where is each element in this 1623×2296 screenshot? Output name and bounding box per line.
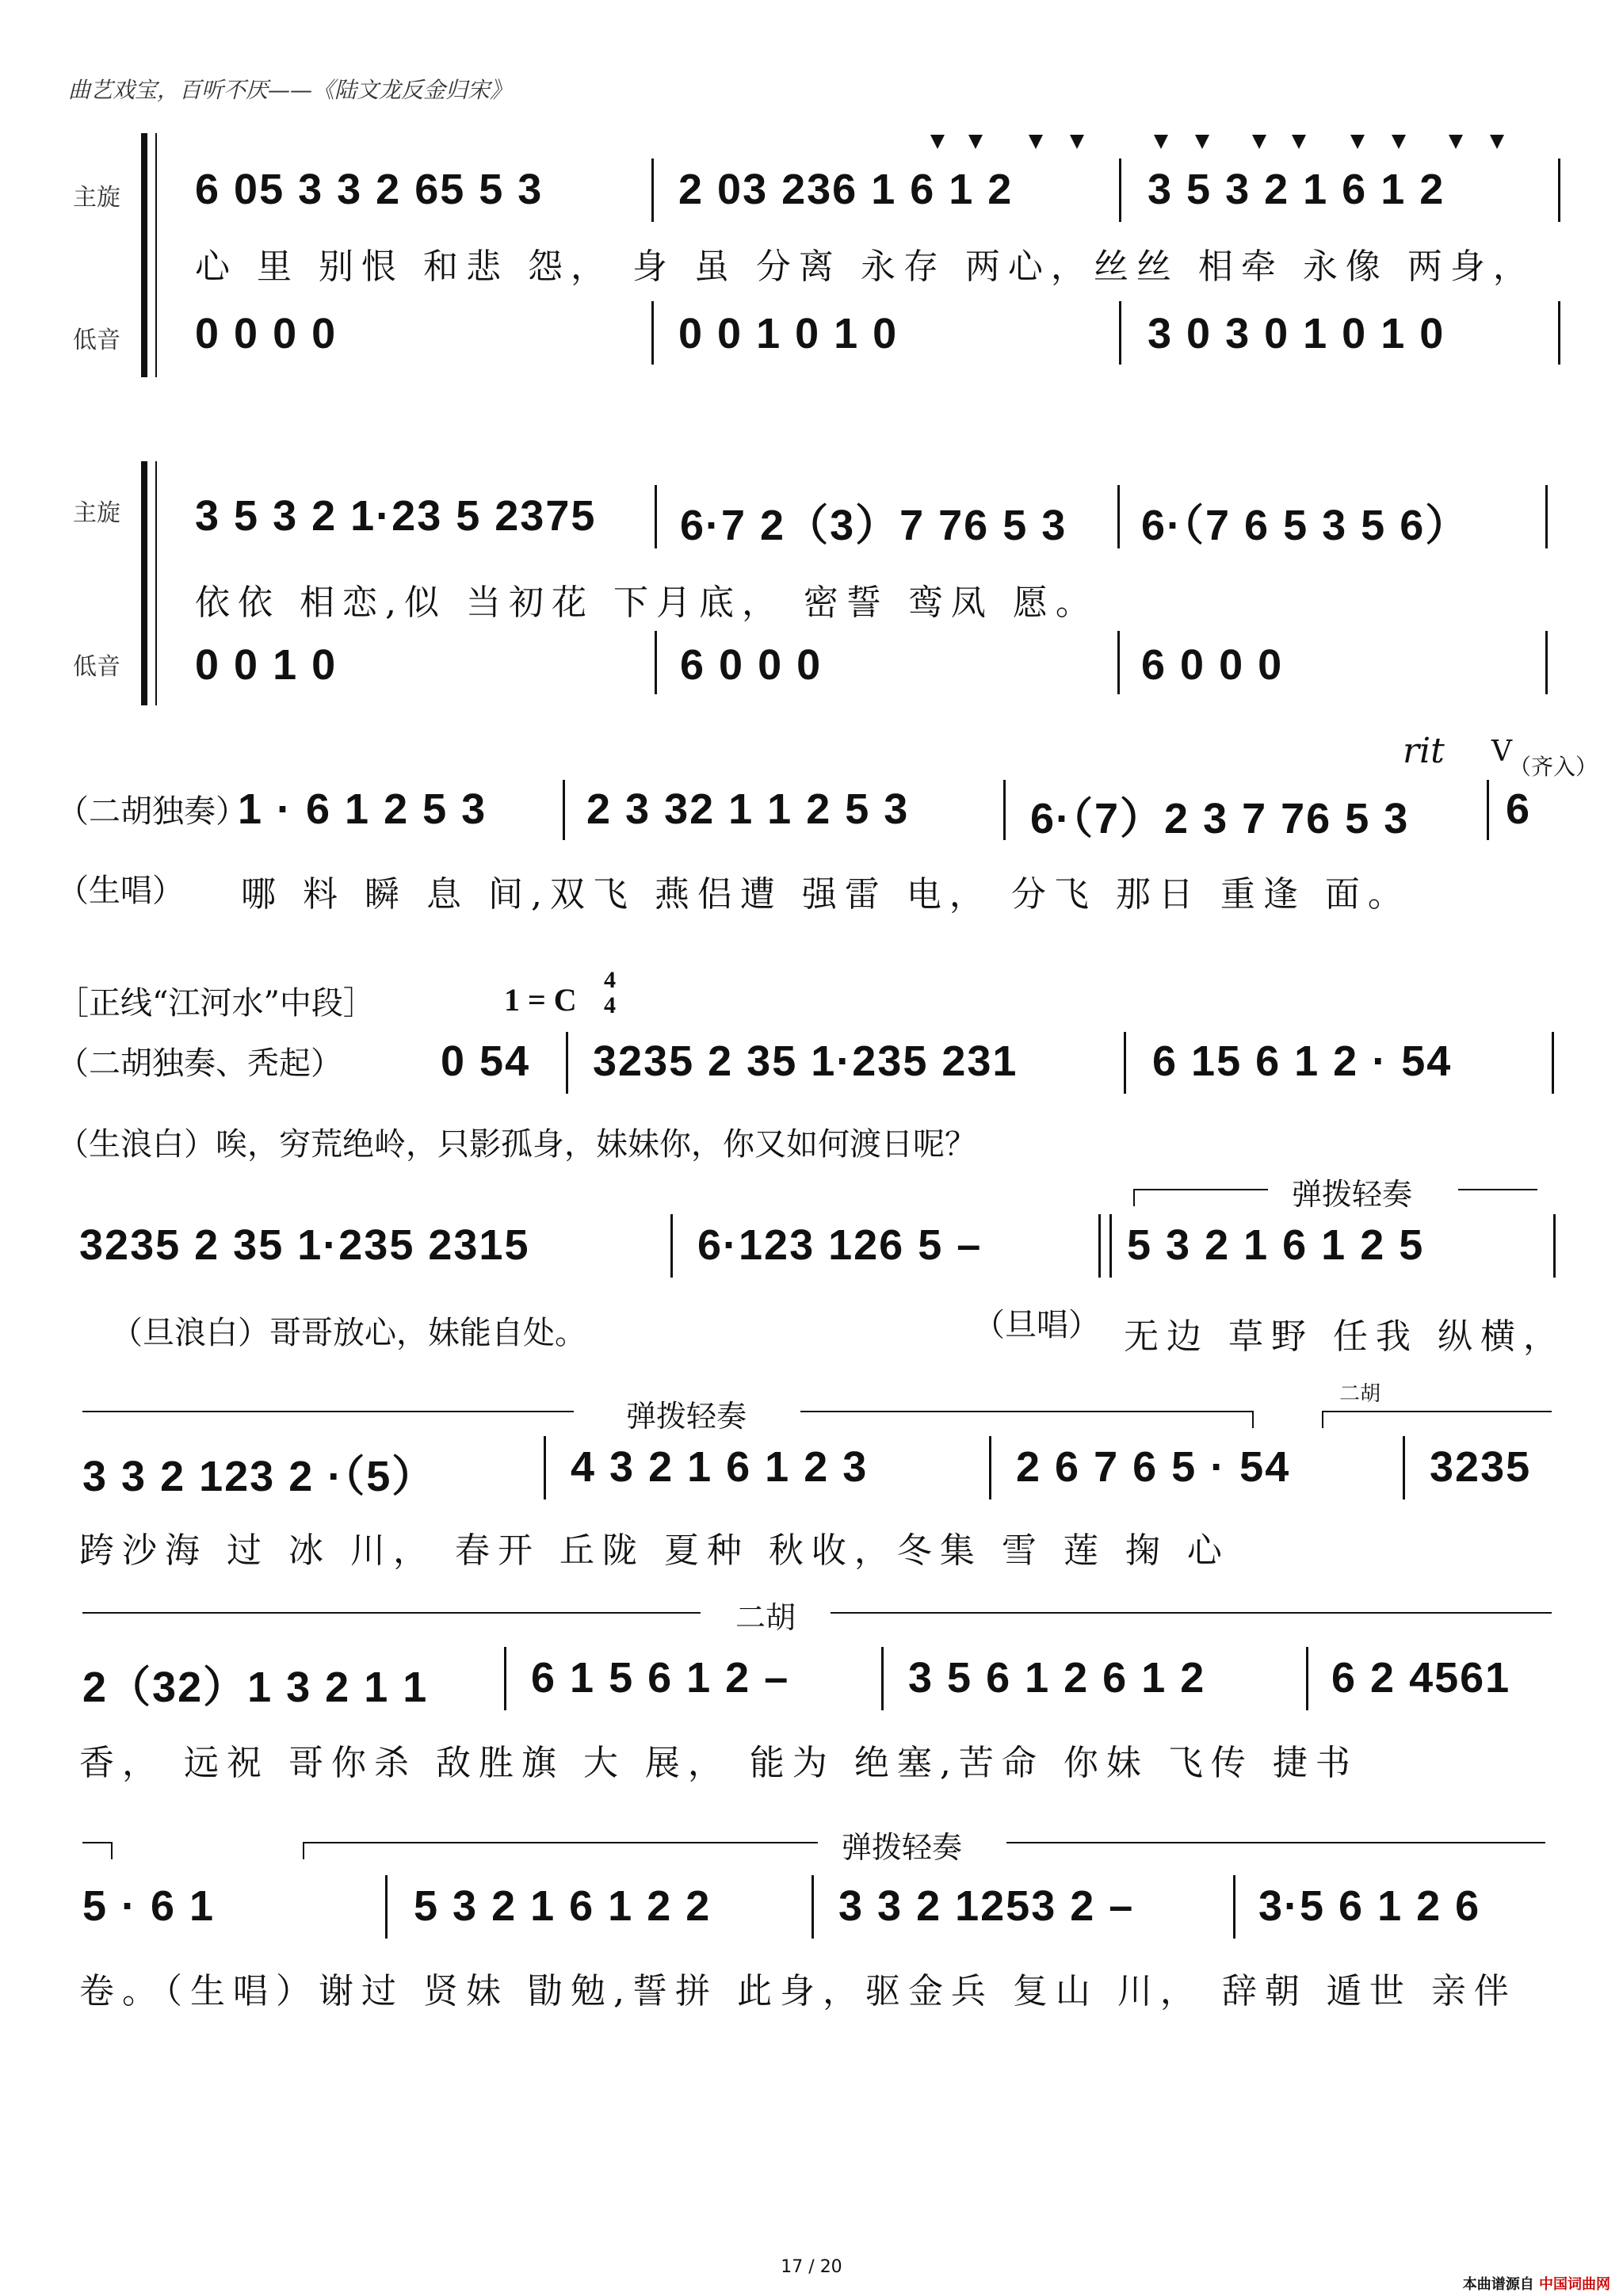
barline bbox=[1545, 631, 1548, 694]
lyrics-line: 无边 草野 任我 纵横， bbox=[1124, 1316, 1566, 1357]
melody-measure: 6·（7 6 5 3 5 6） bbox=[1141, 502, 1470, 549]
melody-measure: 3 3 2 1253 2 – bbox=[838, 1882, 1135, 1930]
accent-mark bbox=[1392, 135, 1406, 149]
bass-measure: 0 0 1 0 1 0 bbox=[678, 310, 899, 357]
melody-measure: 1 · 6 1 2 5 3 bbox=[238, 785, 487, 833]
barline bbox=[1306, 1647, 1308, 1710]
melody-measure: 6·7 2（3）7 76 5 3 bbox=[680, 502, 1067, 549]
system-bracket-line bbox=[155, 461, 157, 705]
system-brace bbox=[141, 461, 147, 705]
barline bbox=[1558, 159, 1560, 222]
barline bbox=[1487, 780, 1489, 840]
barline bbox=[670, 1214, 673, 1278]
barline bbox=[651, 301, 654, 365]
lyrics-line: 香， 远祝 哥你杀 敌胜旗 大 展， 能为 绝塞,苦命 你妹 飞传 捷书 bbox=[79, 1743, 1358, 1783]
instrument-label: （二胡独奏） bbox=[57, 793, 247, 830]
barline bbox=[881, 1647, 884, 1710]
main-melody-label: 主旋 bbox=[73, 499, 120, 527]
direction-bracket bbox=[82, 1842, 111, 1843]
melody-measure: 6·（7）2 3 7 76 5 3 bbox=[1030, 795, 1410, 842]
accent-mark bbox=[968, 135, 983, 149]
accent-mark bbox=[1029, 135, 1043, 149]
direction-text: 二胡 bbox=[735, 1600, 796, 1635]
direction-bracket bbox=[1322, 1411, 1552, 1412]
direction-bracket bbox=[1252, 1411, 1254, 1428]
bass-measure: 6 0 0 0 bbox=[680, 641, 823, 689]
melody-measure: 6 1 5 6 1 2 – bbox=[531, 1654, 790, 1702]
direction-bracket bbox=[1458, 1189, 1537, 1190]
system-brace bbox=[141, 133, 147, 377]
barline bbox=[1403, 1436, 1405, 1499]
melody-measure: 0 54 bbox=[441, 1037, 531, 1085]
barline bbox=[1545, 485, 1548, 548]
direction-bracket bbox=[831, 1612, 1552, 1614]
bass-measure: 6 0 0 0 bbox=[1141, 641, 1284, 689]
melody-measure: 5 3 2 1 6 1 2 2 bbox=[414, 1882, 712, 1930]
accent-mark bbox=[1195, 135, 1209, 149]
melody-measure: 2 03 236 1 6 1 2 bbox=[678, 166, 1014, 213]
lyrics-line: 心 里 别恨 和悲 怨， 身 虽 分离 永存 两心，丝丝 相牵 永像 两身， bbox=[195, 246, 1536, 287]
barline bbox=[1003, 780, 1006, 840]
source-label: 本曲谱源自 bbox=[1462, 2276, 1534, 2293]
barline bbox=[651, 159, 654, 222]
melody-measure: 3235 2 35 1·235 231 bbox=[593, 1037, 1018, 1085]
barline bbox=[563, 780, 565, 840]
direction-bracket bbox=[82, 1411, 574, 1412]
melody-measure: 2（32）1 3 2 1 1 bbox=[82, 1664, 429, 1711]
barline bbox=[655, 631, 657, 694]
lyrics-line: 哪 料 瞬 息 间,双飞 燕侣遭 强雷 电， 分飞 那日 重逢 面。 bbox=[241, 874, 1411, 915]
source-site: 中国词曲网 bbox=[1539, 2276, 1610, 2293]
direction-bracket bbox=[1133, 1189, 1135, 1206]
direction-text: 弹拨轻奏 bbox=[626, 1399, 747, 1434]
melody-measure: 6 2 4561 bbox=[1331, 1654, 1511, 1702]
barline bbox=[812, 1875, 814, 1939]
barline bbox=[1119, 159, 1121, 222]
instrument-label: （二胡独奏、秃起） bbox=[57, 1045, 342, 1082]
barline bbox=[1124, 1032, 1126, 1094]
melody-measure: 6·123 126 5 – bbox=[697, 1221, 983, 1269]
melody-measure: 3 3 2 123 2 ·（5） bbox=[82, 1453, 437, 1500]
direction-bracket bbox=[303, 1842, 818, 1843]
lyrics-line: 依依 相恋,似 当初花 下月底， 密誓 鸾凤 愿。 bbox=[195, 583, 1098, 623]
spoken-line: （旦浪白）哥哥放心，妹能自处。 bbox=[111, 1315, 586, 1351]
page-header: 曲艺戏宝，百听不厌——《陆文龙反金归宋》 bbox=[68, 77, 513, 103]
melody-measure: 3 5 3 2 1·23 5 2375 bbox=[195, 492, 597, 540]
lyrics-line: 跨沙海 过 冰 川， 春开 丘陇 夏种 秋收，冬集 雪 莲 掬 心 bbox=[79, 1530, 1230, 1571]
system-bracket-line bbox=[155, 133, 157, 377]
direction-bracket bbox=[800, 1411, 1254, 1412]
bass-label: 低音 bbox=[73, 327, 120, 354]
barline bbox=[655, 485, 657, 548]
enter-together-text: （齐入） bbox=[1509, 754, 1598, 780]
melody-measure: 6 bbox=[1506, 785, 1532, 833]
melody-measure: 3 5 6 1 2 6 1 2 bbox=[908, 1654, 1206, 1702]
accent-mark bbox=[1070, 135, 1084, 149]
main-melody-label: 主旋 bbox=[73, 184, 120, 212]
singer-label: （生唱） bbox=[57, 873, 184, 909]
direction-bracket bbox=[303, 1842, 304, 1859]
accent-mark bbox=[1350, 135, 1365, 149]
source-credit bbox=[1463, 2273, 1610, 2294]
barline bbox=[1233, 1875, 1235, 1939]
singer-label: （旦唱） bbox=[973, 1307, 1100, 1343]
breath-mark: V bbox=[1491, 735, 1512, 768]
melody-measure: 2 6 7 6 5 · 54 bbox=[1016, 1443, 1291, 1491]
spoken-line: （生浪白）唉，穷荒绝岭，只影孤身，妹妹你，你又如何渡日呢？ bbox=[57, 1126, 976, 1163]
key-signature: 1 = C bbox=[504, 982, 577, 1018]
instrument-small-label: 二胡 bbox=[1339, 1382, 1381, 1406]
melody-measure: 5 · 6 1 bbox=[82, 1882, 216, 1930]
barline bbox=[1558, 301, 1560, 365]
barline bbox=[1098, 1214, 1101, 1278]
melody-measure: 3235 bbox=[1430, 1443, 1532, 1491]
direction-text: 弹拨轻奏 bbox=[842, 1830, 963, 1865]
section-title: ［正线“江河水”中段］ bbox=[57, 985, 375, 1022]
direction-bracket bbox=[1133, 1189, 1268, 1190]
barline bbox=[1119, 301, 1121, 365]
barline bbox=[1552, 1032, 1554, 1094]
lyrics-line: 卷。（生唱）谢过 贤妹 勖勉,誓拼 此身，驱金兵 复山 川， 辞朝 遁世 亲伴 bbox=[79, 1971, 1517, 2011]
bass-label: 低音 bbox=[73, 653, 120, 681]
bass-measure: 3 0 3 0 1 0 1 0 bbox=[1148, 310, 1445, 357]
direction-bracket bbox=[82, 1612, 701, 1614]
page-number: 17 / 20 bbox=[781, 2257, 842, 2277]
barline bbox=[544, 1436, 546, 1499]
melody-measure: 2 3 32 1 1 2 5 3 bbox=[586, 785, 910, 833]
barline bbox=[504, 1647, 506, 1710]
barline bbox=[1117, 485, 1120, 548]
melody-measure: 3235 2 35 1·235 2315 bbox=[79, 1221, 530, 1269]
time-signature-denominator: 4 bbox=[604, 992, 616, 1018]
accent-mark bbox=[1252, 135, 1266, 149]
bass-measure: 0 0 1 0 bbox=[195, 641, 338, 689]
melody-measure: 6 05 3 3 2 65 5 3 bbox=[195, 166, 544, 213]
barline bbox=[566, 1032, 568, 1094]
accent-mark bbox=[1449, 135, 1463, 149]
direction-bracket bbox=[1006, 1842, 1545, 1843]
time-signature-numerator: 4 bbox=[604, 967, 616, 993]
barline bbox=[989, 1436, 991, 1499]
direction-text: 弹拨轻奏 bbox=[1292, 1177, 1413, 1212]
barline bbox=[385, 1875, 388, 1939]
direction-bracket bbox=[111, 1842, 113, 1859]
barline bbox=[1553, 1214, 1556, 1278]
barline bbox=[1109, 1214, 1112, 1278]
melody-measure: 5 3 2 1 6 1 2 5 bbox=[1127, 1221, 1425, 1269]
melody-measure: 6 15 6 1 2 · 54 bbox=[1152, 1037, 1453, 1085]
accent-mark bbox=[1292, 135, 1306, 149]
melody-measure: 4 3 2 1 6 1 2 3 bbox=[571, 1443, 869, 1491]
accent-mark bbox=[930, 135, 945, 149]
melody-measure: 3 5 3 2 1 6 1 2 bbox=[1148, 166, 1445, 213]
ritardando-mark: rit bbox=[1403, 731, 1445, 771]
accent-mark bbox=[1490, 135, 1504, 149]
direction-bracket bbox=[1322, 1411, 1323, 1428]
bass-measure: 0 0 0 0 bbox=[195, 310, 338, 357]
accent-mark bbox=[1154, 135, 1168, 149]
melody-measure: 3·5 6 1 2 6 bbox=[1258, 1882, 1481, 1930]
barline bbox=[1117, 631, 1120, 694]
